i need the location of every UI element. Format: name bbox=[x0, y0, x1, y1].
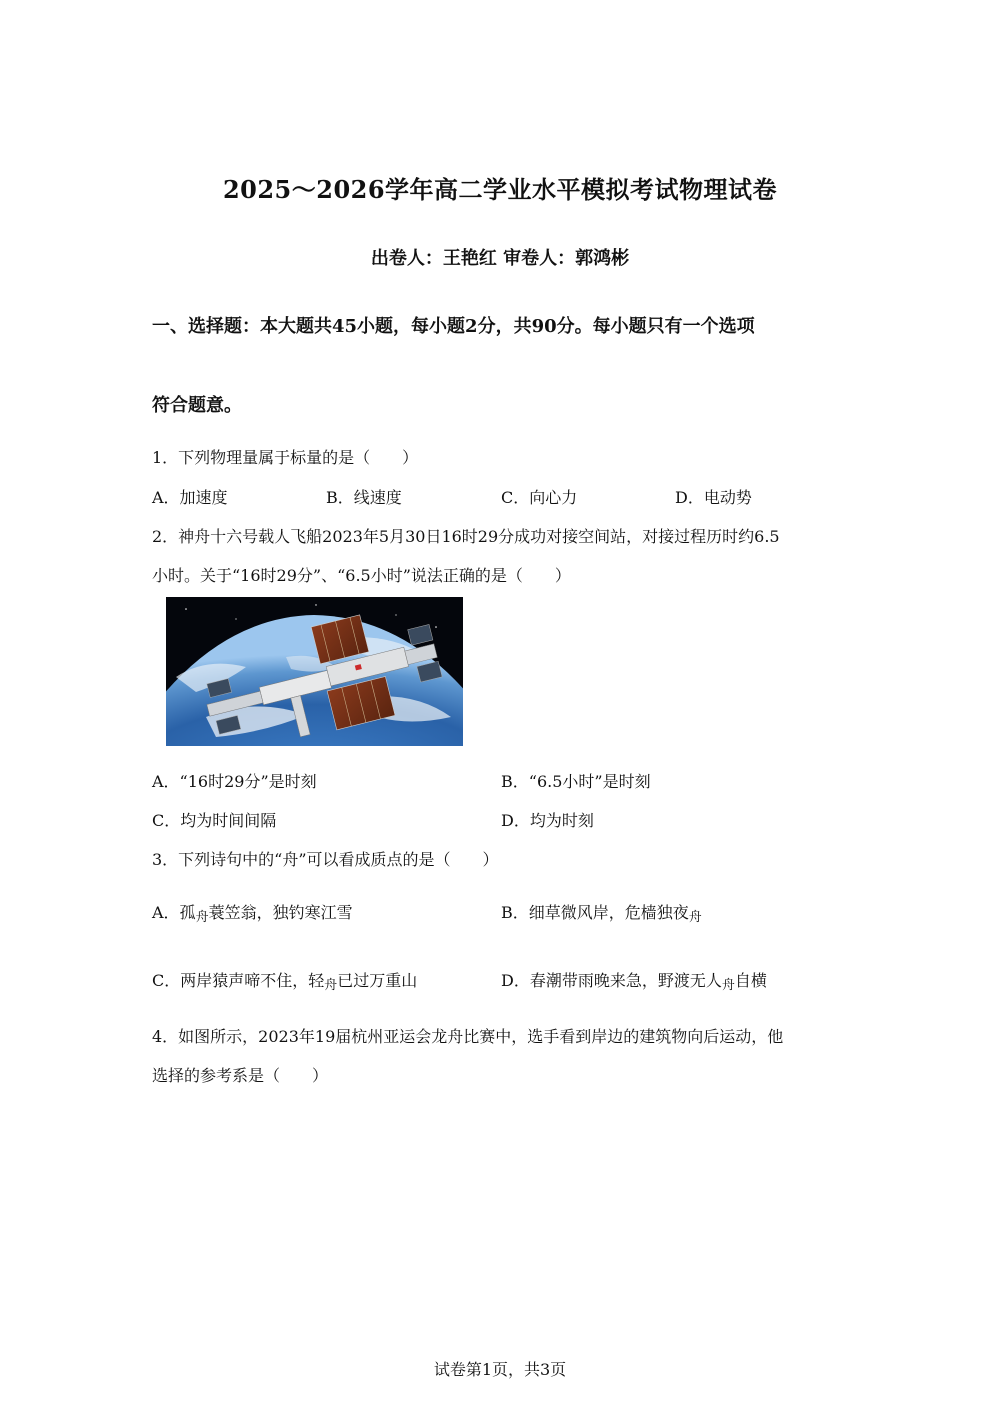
question-3-option-a bbox=[152, 900, 353, 923]
question-1-option-c: C．向心力 bbox=[501, 488, 578, 507]
question-2-option-c: C．均为时间间隔 bbox=[152, 811, 277, 830]
question-1-stem: 1．下列物理量属于标量的是（ ） bbox=[152, 448, 419, 467]
question-1-option-b: B．线速度 bbox=[326, 488, 402, 507]
space-station-image bbox=[166, 597, 463, 746]
page-footer: 试卷第1页，共3页 bbox=[433, 1360, 567, 1379]
question-4-stem-line1: 4．如图所示，2023年19届杭州亚运会龙舟比赛中，选手看到岸边的建筑物向后运动，他 bbox=[152, 1027, 784, 1046]
question-3-option-b bbox=[501, 900, 702, 923]
question-3-option-d-pre: D．春潮带雨晚来急，野渡无人 bbox=[501, 971, 722, 990]
question-2-stem-line1: 2．神舟十六号载人飞船2023年5月30日16时29分成功对接空间站，对接过程历时约6.5 bbox=[152, 527, 780, 546]
question-2-stem-line2: 小时。关于“16时29分”、“6.5小时”说法正确的是（ ） bbox=[152, 566, 571, 585]
zhou-char: 舟 bbox=[721, 978, 735, 993]
question-3-option-c-pre: C．两岸猿声啼不住，轻 bbox=[152, 971, 325, 990]
space-station-over-earth-icon bbox=[166, 597, 463, 746]
question-3-option-b-pre: B．细草微风岸，危樯独夜 bbox=[501, 903, 689, 922]
question-4-stem-line2: 选择的参考系是（ ） bbox=[152, 1066, 329, 1085]
zhou-char: 舟 bbox=[195, 910, 209, 925]
section-heading-line2: 符合题意。 bbox=[152, 395, 242, 416]
question-1-option-d: D．电动势 bbox=[675, 488, 752, 507]
question-3-option-c-post: 已过万重山 bbox=[337, 971, 418, 990]
question-2-option-b: B．“6.5小时”是时刻 bbox=[501, 772, 651, 791]
question-3-option-a-post: 蓑笠翁，独钓寒江雪 bbox=[208, 903, 353, 922]
zhou-char: 舟 bbox=[324, 978, 338, 993]
question-3-option-d bbox=[501, 968, 767, 991]
exam-title: 2025～2026学年高二学业水平模拟考试物理试卷 bbox=[222, 175, 778, 204]
question-2-option-d: D．均为时刻 bbox=[501, 811, 594, 830]
question-2-option-a: A．“16时29分”是时刻 bbox=[152, 772, 317, 791]
question-3-stem: 3．下列诗句中的“舟”可以看成质点的是（ ） bbox=[152, 850, 499, 869]
question-1-option-a: A．加速度 bbox=[152, 488, 228, 507]
exam-authors: 出卷人：王艳红 审卷人：郭鸿彬 bbox=[370, 248, 630, 269]
question-3-option-c bbox=[152, 968, 417, 991]
zhou-char: 舟 bbox=[688, 910, 702, 925]
question-3-option-a-pre: A．孤 bbox=[152, 903, 196, 922]
question-3-option-d-post: 自横 bbox=[734, 971, 767, 990]
section-heading-line1: 一、选择题：本大题共45小题，每小题2分，共90分。每小题只有一个选项 bbox=[152, 316, 755, 337]
